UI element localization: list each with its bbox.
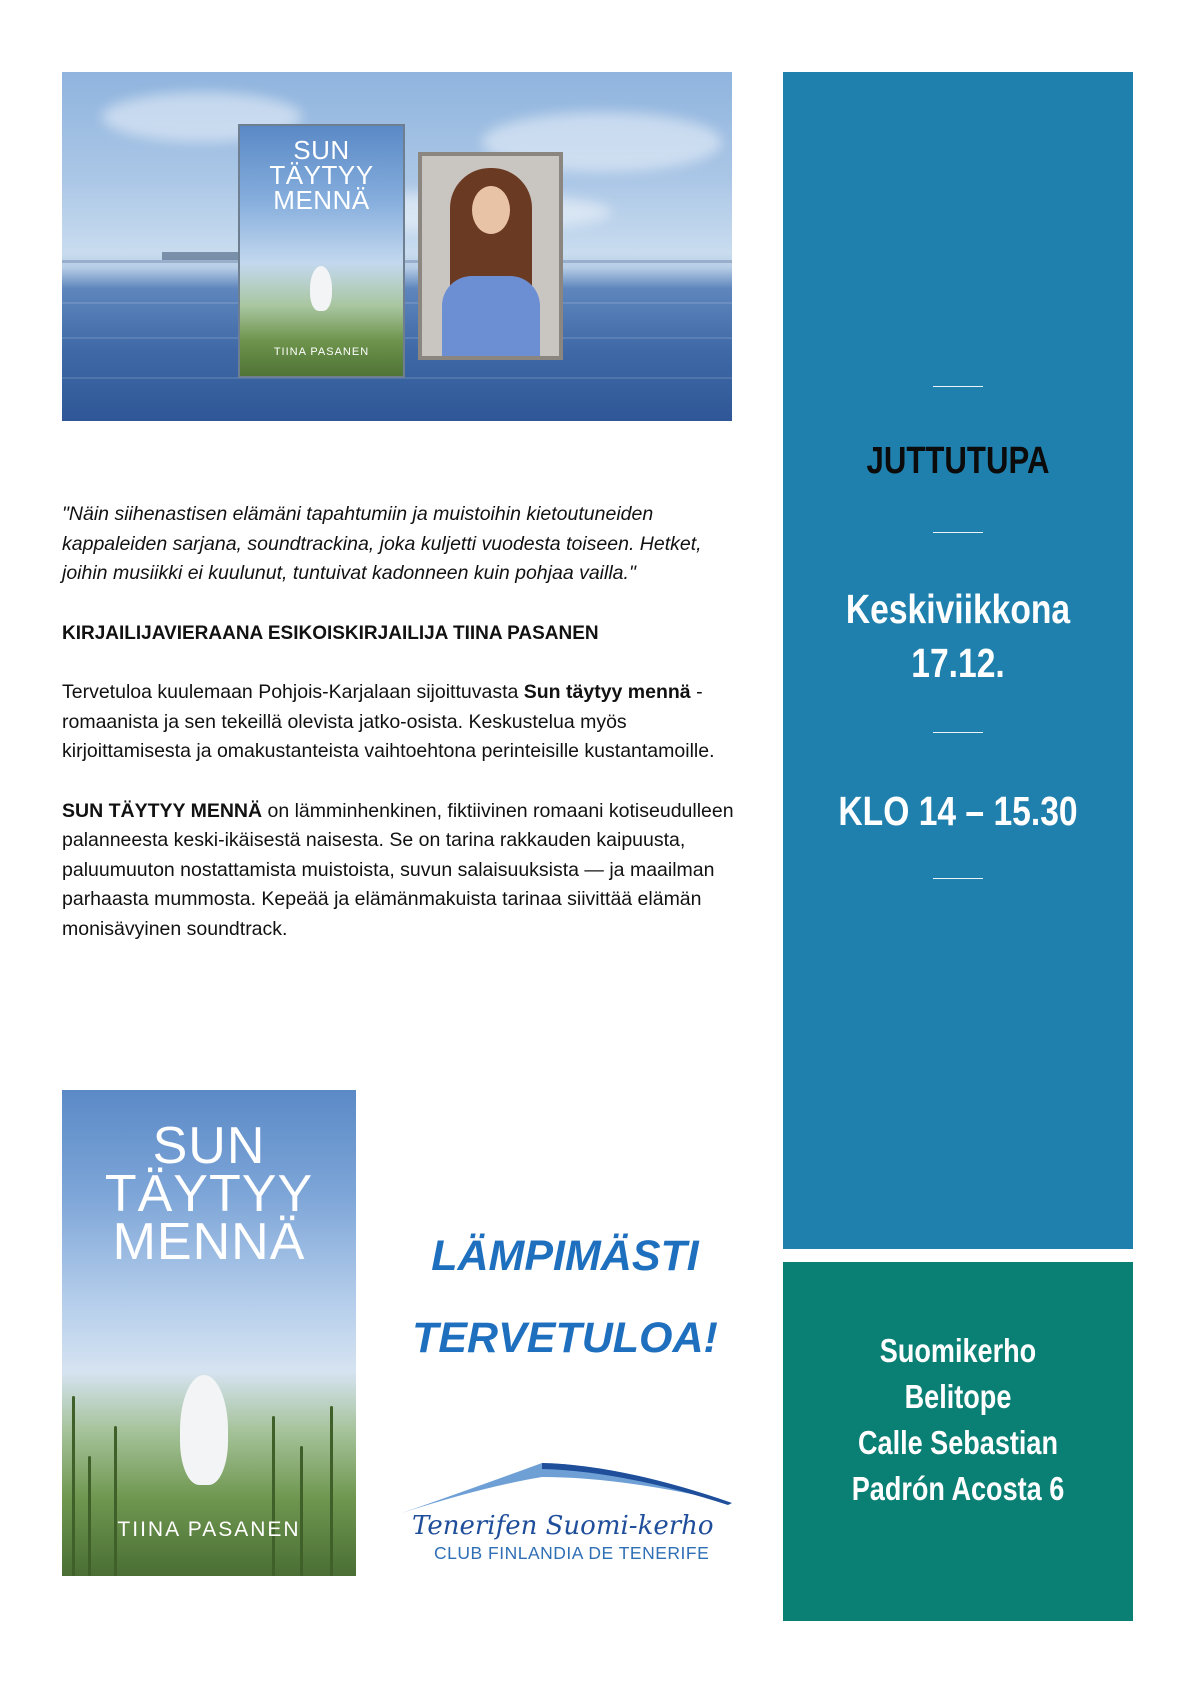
author-portrait	[418, 152, 563, 360]
intro-book-title: Sun täytyy mennä	[523, 681, 691, 703]
event-time: KLO 14 – 15.30	[838, 788, 1078, 834]
event-weekday: Keskiviikkona	[845, 586, 1071, 632]
book-title-line: SUN	[152, 1117, 266, 1175]
book-title-line: TÄYTYY	[269, 160, 374, 190]
event-name: JUTTUTUPA	[866, 440, 1050, 482]
divider	[933, 386, 983, 387]
hero-photo	[62, 72, 732, 421]
mountain-icon	[392, 1455, 742, 1515]
intro-text: Tervetuloa kuulemaan Pohjois-Karjalaan sijoittuvasta	[62, 681, 524, 703]
event-date-value: 17.12.	[911, 640, 1005, 686]
venue-panel	[783, 1262, 1133, 1621]
book-quote: "Näin siihenastisen elämäni tapahtumiin ja muistoihin kietoutuneiden kappaleiden sarjana, soundtrackina, joka kuljetti vuodesta toiseen. Hetket, joihin musiikki ei kuulunut, tuntuivat kadonneen kuin pohjaa vailla."	[62, 503, 702, 584]
book-cover-large	[62, 1090, 356, 1576]
book-title-line: MENNÄ	[112, 1213, 306, 1271]
welcome-line: LÄMPIMÄSTI	[431, 1232, 699, 1280]
description-text	[62, 500, 752, 944]
book-author: TIINA PASANEN	[117, 1518, 301, 1541]
venue-address	[815, 1328, 1102, 1512]
woman-figure-icon	[310, 266, 332, 311]
venue-line: Belitope	[904, 1378, 1012, 1415]
welcome-text	[395, 1215, 735, 1379]
club-name: Tenerifen Suomi-kerho	[412, 1511, 714, 1541]
divider	[933, 878, 983, 879]
venue-line: Calle Sebastian	[857, 1424, 1059, 1461]
divider	[933, 532, 983, 533]
intro-paragraph	[62, 678, 752, 767]
synopsis-book-title: SUN TÄYTYY MENNÄ	[62, 799, 263, 822]
venue-line: Padrón Acosta 6	[851, 1470, 1065, 1507]
synopsis-paragraph	[62, 797, 752, 945]
event-date	[815, 582, 1102, 690]
event-panel	[783, 72, 1133, 1249]
welcome-line: TERVETULOA!	[412, 1314, 718, 1362]
woman-figure-icon	[180, 1375, 228, 1485]
divider	[933, 732, 983, 733]
venue-line: Suomikerho	[879, 1332, 1037, 1369]
club-subtitle: CLUB FINLANDIA DE TENERIFE	[434, 1543, 710, 1563]
book-title-line: MENNÄ	[273, 185, 370, 215]
book-author: TIINA PASANEN	[273, 346, 370, 358]
club-logo	[392, 1455, 742, 1565]
book-cover-small	[240, 126, 403, 376]
intro-text-rest: -romaanista ja sen tekeillä olevista jatko-osista. Keskustelua myös kirjoittamisesta ja omakustanteista vaihtoehtona perinteisille kustantamoille.	[62, 681, 715, 762]
guest-heading: KIRJAILIJAVIERAANA ESIKOISKIRJAILIJA TIINA PASANEN	[62, 622, 599, 644]
book-title-line: SUN	[293, 135, 350, 165]
synopsis-text: on lämminhenkinen, fiktiivinen romaani kotiseudulleen palanneesta keski-ikäisestä naisesta. Se on tarina rakkauden kaipuusta, paluumuuton nostattamista muistoista, suvun salaisuuksista — ja maailman parhaasta mummosta. Kepeää ja elämänmakuista tarinaa siivittää elämän monisävyinen soundtrack.	[62, 799, 734, 940]
book-title-line: TÄYTYY	[104, 1165, 314, 1223]
